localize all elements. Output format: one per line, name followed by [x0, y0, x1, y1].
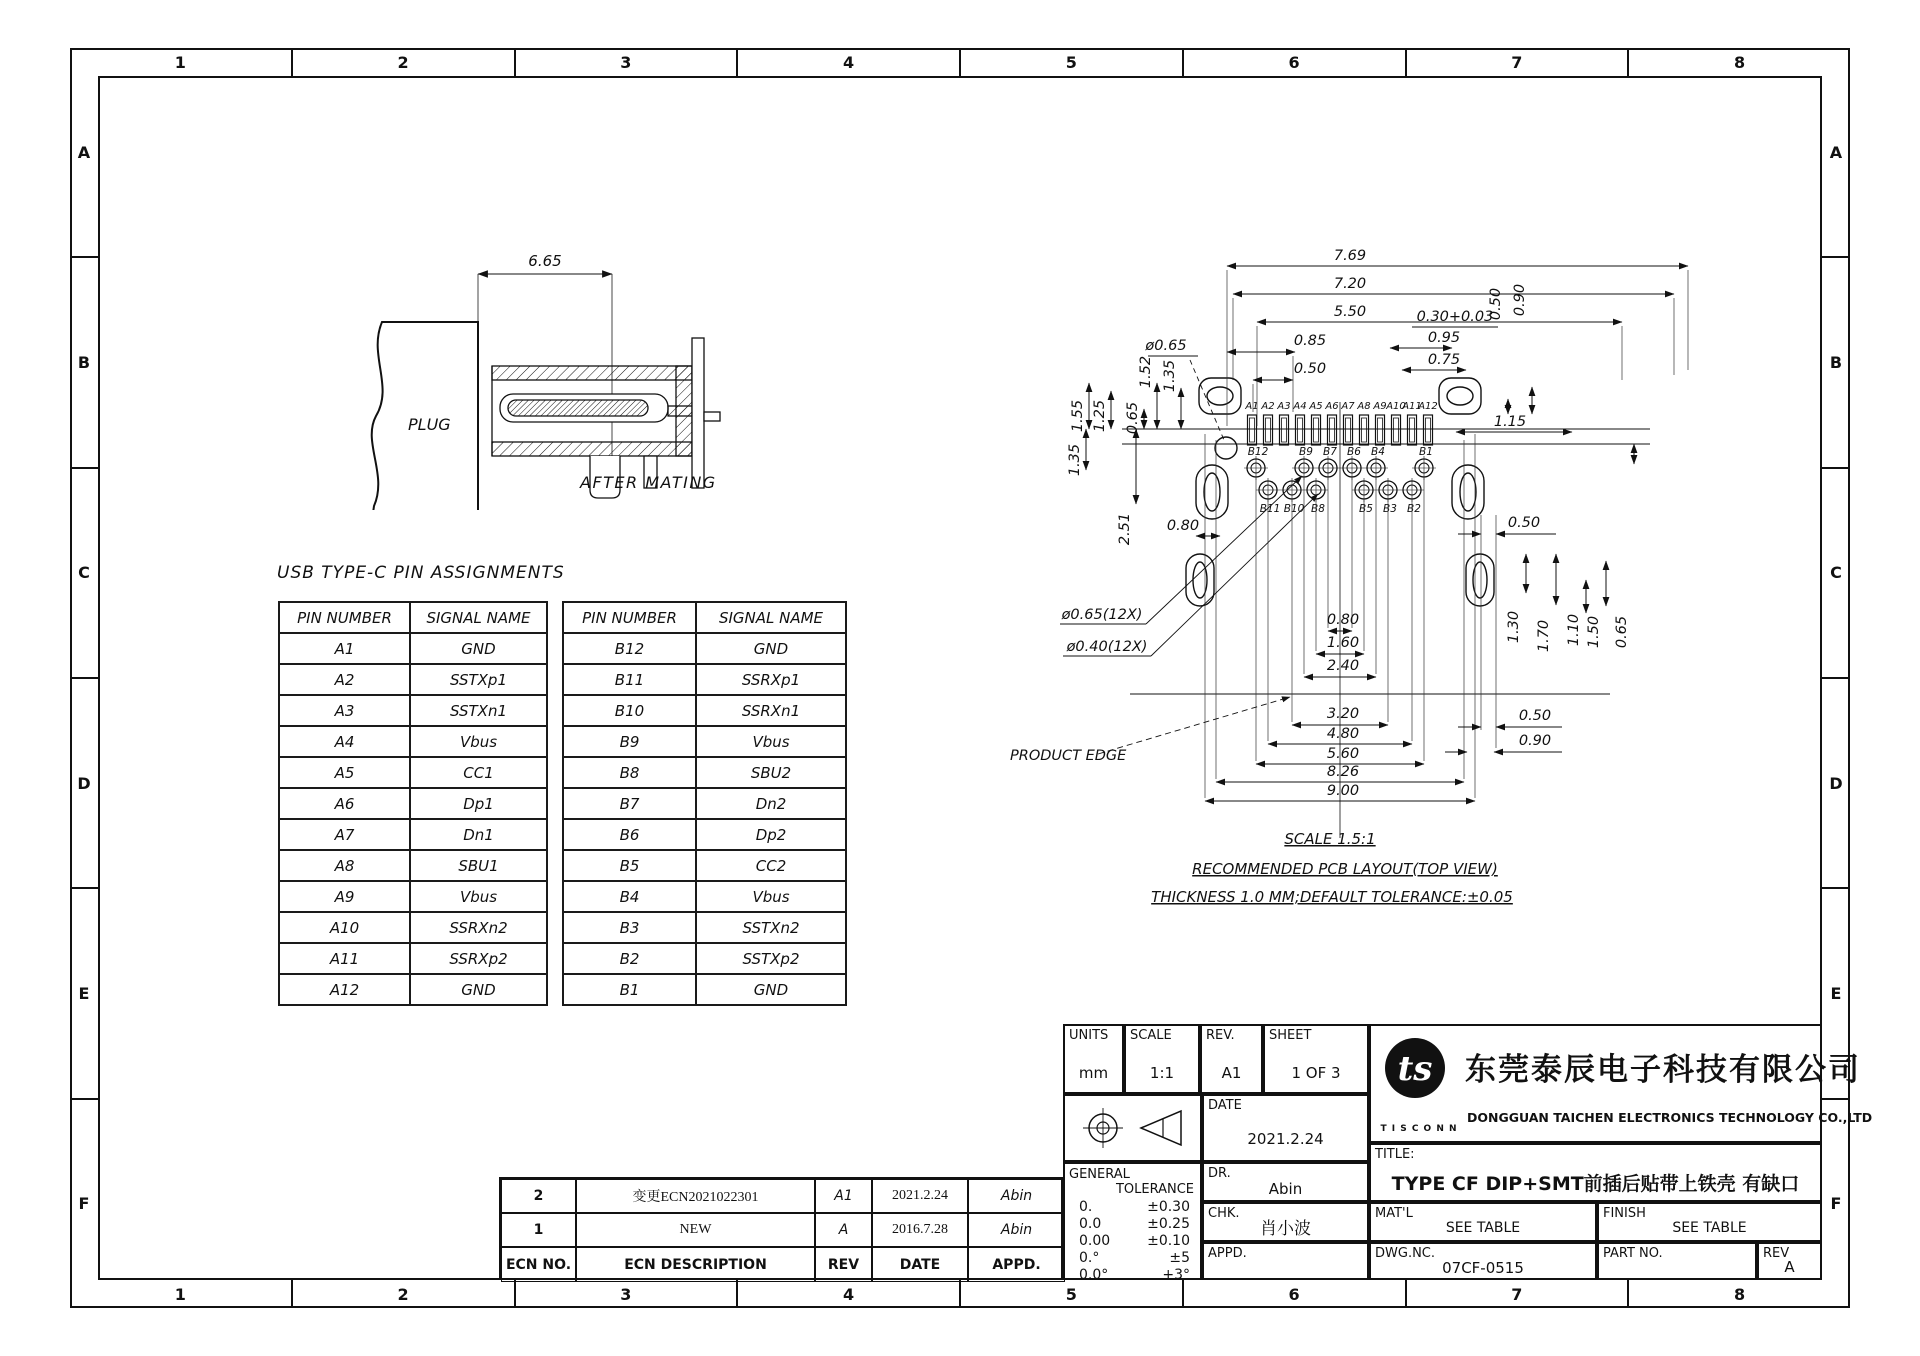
smt-pad	[1376, 415, 1385, 445]
smt-pad-inner	[1266, 418, 1271, 442]
pin-number-cell: B7	[563, 788, 696, 819]
pad-label: A4	[1293, 401, 1307, 412]
dimension-labels	[1061, 248, 1630, 799]
zone-number: 3	[516, 48, 739, 76]
sheet-label: SHEET	[1269, 1028, 1312, 1043]
smt-pad	[1248, 415, 1257, 445]
matl-label: MAT'L	[1375, 1206, 1413, 1221]
table-row	[279, 726, 547, 757]
pin-number-cell: A8	[279, 850, 410, 881]
signal-name-cell: Dn1	[410, 819, 547, 850]
zone-number: 7	[1407, 1280, 1630, 1308]
pin-number-cell: B8	[563, 757, 696, 788]
scale-value: 1:1	[1149, 1064, 1175, 1082]
hole-label: B8	[1311, 503, 1325, 515]
signal-name-cell: SSTXp1	[410, 664, 547, 695]
svg-text:0.95: 0.95	[1427, 330, 1461, 346]
svg-text:1.50: 1.50	[1586, 615, 1602, 649]
signal-name-cell: SSRXp1	[696, 664, 846, 695]
smt-pad-inner	[1250, 418, 1255, 442]
pin-table-b	[562, 601, 847, 1006]
table-row	[563, 633, 846, 664]
pad-label: A12	[1418, 401, 1438, 412]
hole-label: B10	[1283, 503, 1305, 515]
zone-letter: E	[70, 889, 98, 1099]
ecn-cell: A1	[815, 1179, 872, 1213]
sheet-value: 1 OF 3	[1291, 1064, 1341, 1082]
extension-lines	[1205, 270, 1688, 798]
pin-number-cell: B2	[563, 943, 696, 974]
projection-symbol	[1065, 1096, 1200, 1160]
ecn-cell: NEW	[576, 1213, 815, 1247]
pin-number-cell: A6	[279, 788, 410, 819]
signal-name-cell: Vbus	[410, 726, 547, 757]
ecn-header-cell: APPD.	[968, 1247, 1065, 1282]
smt-pad-inner	[1346, 418, 1351, 442]
zone-number: 8	[1734, 1284, 1746, 1304]
smt-pad	[1408, 415, 1417, 445]
table-row	[563, 974, 846, 1005]
zone-letter: D	[70, 679, 98, 889]
pad-label: A11	[1402, 401, 1422, 412]
pcb-layout-view	[950, 190, 1730, 910]
svg-text:0.75: 0.75	[1427, 352, 1461, 368]
signal-name-cell: CC2	[696, 850, 846, 881]
pad-label: A7	[1341, 401, 1355, 412]
svg-text:1.52: 1.52	[1138, 355, 1154, 389]
pin-number-cell: B11	[563, 664, 696, 695]
smt-pad	[1360, 415, 1369, 445]
smt-pad	[1328, 415, 1337, 445]
tolerance-row: 0.0 ±0.25	[1079, 1216, 1190, 1232]
svg-text:4.80: 4.80	[1326, 726, 1360, 742]
pin-number-cell: A7	[279, 819, 410, 850]
svg-text:1.55: 1.55	[1070, 399, 1086, 433]
pad-label: A1	[1245, 401, 1259, 412]
pin-number-cell: B5	[563, 850, 696, 881]
pcb-notes	[1151, 830, 1513, 906]
svg-text:1.25: 1.25	[1092, 399, 1108, 433]
signal-name-cell: GND	[410, 974, 547, 1005]
zone-number: 7	[1407, 48, 1630, 76]
pin-number-cell: B4	[563, 881, 696, 912]
logo-sub-text: T I S C O N N	[1380, 1124, 1458, 1134]
pad-label: A9	[1373, 401, 1387, 412]
svg-text:THICKNESS 1.0 MM;DEFAULT TOLER: THICKNESS 1.0 MM;DEFAULT TOLERANCE:±0.05	[1151, 888, 1513, 906]
ecn-cell: 2016.7.28	[872, 1213, 968, 1247]
smt-pad-inner	[1426, 418, 1431, 442]
zone-number: 6	[1184, 1280, 1407, 1308]
table-row	[563, 943, 846, 974]
pin-number-cell: A11	[279, 943, 410, 974]
pad-label: A8	[1357, 401, 1371, 412]
pin-number-header: PIN NUMBER	[279, 602, 410, 633]
signal-name-cell: Vbus	[696, 881, 846, 912]
date-label: DATE	[1208, 1098, 1242, 1113]
signal-name-header: SIGNAL NAME	[696, 602, 846, 633]
svg-text:1.15: 1.15	[1493, 414, 1527, 430]
smt-pads	[1244, 401, 1437, 445]
zone-number: 3	[516, 1280, 739, 1308]
pin-number-cell: A2	[279, 664, 410, 695]
svg-text:1.70: 1.70	[1536, 619, 1552, 653]
smt-pad-inner	[1298, 418, 1303, 442]
svg-text:9.00: 9.00	[1326, 783, 1360, 799]
hole-label: B3	[1383, 503, 1397, 515]
table-row	[563, 664, 846, 695]
pin-number-cell: B1	[563, 974, 696, 1005]
pin-number-cell: B10	[563, 695, 696, 726]
zone-number: 6	[1184, 48, 1407, 76]
after-mating-caption: AFTER MATING	[580, 473, 717, 492]
svg-text:3.20: 3.20	[1326, 706, 1360, 722]
signal-name-cell: SSRXn2	[410, 912, 547, 943]
svg-text:0.85: 0.85	[1293, 333, 1327, 349]
zone-letter: A	[70, 48, 98, 258]
hole-label: B12	[1247, 446, 1269, 458]
chk-label: CHK.	[1208, 1206, 1240, 1221]
tolerance-row: 0.00 ±0.10	[1079, 1233, 1190, 1249]
chk-value: 肖小波	[1260, 1219, 1311, 1239]
tolerance-values	[1065, 1199, 1200, 1284]
hole-label: B4	[1371, 446, 1385, 458]
ecn-cell: 2021.2.24	[872, 1179, 968, 1213]
svg-text:1.35: 1.35	[1067, 443, 1083, 477]
tolerance-row: 0. ±0.30	[1079, 1199, 1190, 1215]
zone-letter: B	[70, 258, 98, 468]
pin-number-cell: B6	[563, 819, 696, 850]
svg-text:0.80: 0.80	[1326, 612, 1360, 628]
zone-letter: F	[78, 1194, 90, 1214]
frame-zone-numbers-top	[70, 48, 1850, 76]
ecn-cell: 变更ECN2021022301	[576, 1179, 815, 1213]
signal-name-cell: GND	[410, 633, 547, 664]
smt-pad	[1264, 415, 1273, 445]
date-value: 2021.2.24	[1247, 1130, 1324, 1148]
rev2-value: A	[1784, 1258, 1795, 1276]
signal-name-cell: SSRXn1	[696, 695, 846, 726]
table-row	[563, 850, 846, 881]
table-row	[563, 695, 846, 726]
pad-label: A3	[1277, 401, 1291, 412]
smt-pad	[1392, 415, 1401, 445]
finish-label: FINISH	[1603, 1206, 1646, 1221]
product-edge-label: PRODUCT EDGE	[1010, 748, 1127, 764]
units-value: mm	[1078, 1064, 1109, 1082]
smt-pad-inner	[1394, 418, 1399, 442]
dwg-no-value: 07CF-0515	[1442, 1259, 1524, 1277]
smt-pad-inner	[1362, 418, 1367, 442]
svg-text:2.40: 2.40	[1326, 658, 1360, 674]
signal-name-cell: GND	[696, 633, 846, 664]
signal-name-cell: SSTXn1	[410, 695, 547, 726]
zone-letter: E	[1822, 889, 1850, 1099]
table-row	[279, 912, 547, 943]
pin-number-cell: A4	[279, 726, 410, 757]
smt-pad-inner	[1378, 418, 1383, 442]
signal-name-cell: SBU1	[410, 850, 547, 881]
svg-text:0.80: 0.80	[1166, 518, 1200, 534]
ecn-revision-table	[499, 1177, 1063, 1280]
table-row	[279, 788, 547, 819]
ecn-header-cell: REV	[815, 1247, 872, 1282]
zone-number: 2	[293, 1280, 516, 1308]
rev-value: A1	[1221, 1064, 1242, 1082]
table-row	[563, 819, 846, 850]
table-row	[279, 695, 547, 726]
zone-number: 1	[70, 1280, 293, 1308]
rev2-label: REV	[1763, 1246, 1790, 1261]
svg-text:ø0.65(12X): ø0.65(12X)	[1061, 607, 1143, 623]
pin-table-a	[278, 601, 548, 1006]
zone-number: 5	[961, 48, 1184, 76]
smt-pad	[1296, 415, 1305, 445]
pad-label: A6	[1325, 401, 1339, 412]
svg-text:1.30: 1.30	[1506, 610, 1522, 644]
zone-number: 4	[738, 48, 961, 76]
svg-text:ø0.65: ø0.65	[1145, 338, 1187, 354]
table-row	[279, 850, 547, 881]
signal-name-cell: GND	[696, 974, 846, 1005]
svg-text:0.50: 0.50	[1293, 361, 1327, 377]
hole-label: B2	[1407, 503, 1421, 515]
appd-label: APPD.	[1208, 1246, 1247, 1261]
smt-pad-inner	[1314, 418, 1319, 442]
svg-text:5.50: 5.50	[1333, 304, 1367, 320]
zone-letter: A	[1822, 48, 1850, 258]
signal-name-cell: SBU2	[696, 757, 846, 788]
tisconn-logo	[1381, 1034, 1453, 1138]
smt-pad-inner	[1282, 418, 1287, 442]
signal-name-cell: SSTXn2	[696, 912, 846, 943]
svg-text:1.35: 1.35	[1162, 359, 1178, 393]
zone-letter: B	[1822, 258, 1850, 468]
rev-label: REV.	[1206, 1028, 1235, 1043]
pin-number-cell: A10	[279, 912, 410, 943]
pad-label: A2	[1261, 401, 1275, 412]
table-row	[279, 881, 547, 912]
ecn-header-cell: ECN NO.	[501, 1247, 576, 1282]
svg-text:RECOMMENDED PCB LAYOUT(TOP VIE: RECOMMENDED PCB LAYOUT(TOP VIEW)	[1192, 860, 1498, 878]
hole-label: B1	[1419, 446, 1433, 458]
table-row	[563, 881, 846, 912]
svg-text:ts: ts	[1397, 1049, 1433, 1089]
svg-text:0.50: 0.50	[1488, 287, 1504, 321]
scale-label: SCALE	[1130, 1028, 1172, 1043]
svg-text:7.69: 7.69	[1333, 248, 1367, 264]
smt-pad	[1280, 415, 1289, 445]
signal-name-cell: Dp2	[696, 819, 846, 850]
table-row	[279, 757, 547, 788]
signal-name-cell: Dn2	[696, 788, 846, 819]
pin-number-cell: B9	[563, 726, 696, 757]
pin-assignments-title: USB TYPE-C PIN ASSIGNMENTS	[277, 563, 565, 583]
svg-text:5.60: 5.60	[1326, 746, 1360, 762]
plug-label: PLUG	[408, 415, 451, 434]
smt-pad	[1344, 415, 1353, 445]
signal-name-cell: SSTXp2	[696, 943, 846, 974]
signal-name-cell: Vbus	[696, 726, 846, 757]
company-name-cn: 东莞泰辰电子科技有限公司	[1465, 1052, 1861, 1088]
tolerance-title-2: TOLERANCE	[1115, 1182, 1194, 1197]
pin-number-cell: B3	[563, 912, 696, 943]
svg-text:0.50: 0.50	[1518, 708, 1552, 724]
svg-text:ø0.40(12X): ø0.40(12X)	[1066, 639, 1148, 655]
pin-number-cell: B12	[563, 633, 696, 664]
hole-label: B5	[1359, 503, 1373, 515]
zone-letter: C	[70, 469, 98, 679]
zone-letter: F	[1830, 1194, 1842, 1214]
tolerance-title-1: GENERAL	[1069, 1167, 1130, 1182]
finish-value: SEE TABLE	[1672, 1220, 1747, 1236]
signal-name-cell: SSRXp2	[410, 943, 547, 974]
frame-zone-numbers-bottom	[70, 1280, 1850, 1308]
drawing-title: TYPE CF DIP+SMT前插后贴带上铁壳 有缺口	[1391, 1173, 1800, 1195]
hole-label: B9	[1299, 446, 1313, 458]
svg-text:0.90: 0.90	[1512, 283, 1528, 317]
zone-letter: D	[1822, 679, 1850, 889]
matl-value: SEE TABLE	[1445, 1220, 1521, 1236]
pin-number-cell: A3	[279, 695, 410, 726]
pin-number-cell: A5	[279, 757, 410, 788]
signal-name-cell: CC1	[410, 757, 547, 788]
pin-number-cell: A1	[279, 633, 410, 664]
title-label: TITLE:	[1375, 1147, 1415, 1162]
table-row	[563, 912, 846, 943]
company-name-en: DONGGUAN TAICHEN ELECTRONICS TECHNOLOGY CO.,LTD	[1467, 1110, 1873, 1125]
pin-number-cell: A12	[279, 974, 410, 1005]
svg-text:0.30+0.03: 0.30+0.03	[1416, 309, 1494, 325]
table-row	[279, 819, 547, 850]
signal-name-cell: Vbus	[410, 881, 547, 912]
table-row	[279, 664, 547, 695]
ecn-cell: 2	[501, 1179, 576, 1213]
pad-label: A10	[1386, 401, 1406, 412]
part-no-label: PART NO.	[1603, 1246, 1663, 1261]
svg-text:7.20: 7.20	[1333, 276, 1367, 292]
plug-section-view	[280, 190, 840, 510]
svg-text:2.51: 2.51	[1117, 512, 1133, 546]
tolerance-row: 0.0° +3°	[1079, 1267, 1190, 1283]
dwg-no-label: DWG.NC.	[1375, 1246, 1436, 1261]
smt-pad-inner	[1330, 418, 1335, 442]
signal-name-cell: Dp1	[410, 788, 547, 819]
ecn-cell: Abin	[968, 1179, 1065, 1213]
ecn-cell: 1	[501, 1213, 576, 1247]
smt-pad	[1312, 415, 1321, 445]
title-block	[1063, 1024, 1873, 1283]
svg-text:SCALE 1.5:1: SCALE 1.5:1	[1284, 830, 1376, 848]
ecn-header-cell: ECN DESCRIPTION	[576, 1247, 815, 1282]
ecn-cell: A	[815, 1213, 872, 1247]
svg-text:0.90: 0.90	[1518, 733, 1552, 749]
zone-number: 5	[961, 1280, 1184, 1308]
svg-text:0.50: 0.50	[1507, 515, 1541, 531]
hole-label: B7	[1323, 446, 1337, 458]
table-row	[563, 757, 846, 788]
ecn-cell: Abin	[968, 1213, 1065, 1247]
zone-number: 2	[293, 48, 516, 76]
svg-text:0.65: 0.65	[1614, 615, 1630, 649]
zone-number: 8	[1734, 52, 1746, 72]
hole-label: B11	[1259, 503, 1281, 515]
frame-zone-letters-left	[70, 48, 98, 1308]
ecn-header-cell: DATE	[872, 1247, 968, 1282]
hole-label: B6	[1347, 446, 1361, 458]
tolerance-row: 0.° ±5	[1079, 1250, 1190, 1266]
svg-text:8.26: 8.26	[1326, 764, 1360, 780]
table-row	[563, 726, 846, 757]
pin-number-header: PIN NUMBER	[563, 602, 696, 633]
svg-text:0.65: 0.65	[1125, 401, 1141, 435]
pad-label: A5	[1309, 401, 1323, 412]
smt-pad-inner	[1410, 418, 1415, 442]
svg-text:1.10: 1.10	[1566, 613, 1582, 647]
table-row	[279, 974, 547, 1005]
zone-number: 1	[70, 48, 293, 76]
pin-number-cell: A9	[279, 881, 410, 912]
svg-text:1.60: 1.60	[1326, 635, 1360, 651]
dr-value: Abin	[1268, 1180, 1303, 1198]
zone-letter: C	[1822, 469, 1850, 679]
signal-name-header: SIGNAL NAME	[410, 602, 547, 633]
smt-pad	[1424, 415, 1433, 445]
dim-6-65: 6.65	[528, 252, 562, 270]
table-row	[279, 633, 547, 664]
units-label: UNITS	[1069, 1028, 1109, 1043]
table-row	[279, 943, 547, 974]
dr-label: DR.	[1208, 1166, 1231, 1181]
table-row	[563, 788, 846, 819]
zone-number: 4	[738, 1280, 961, 1308]
